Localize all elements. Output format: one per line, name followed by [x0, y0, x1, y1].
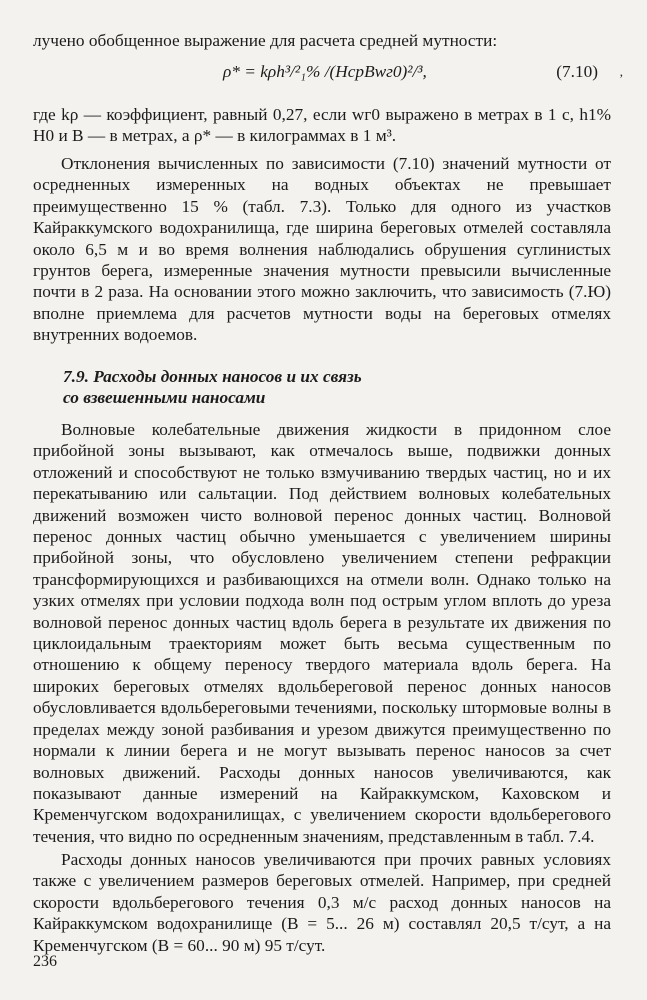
formula-expression: ρ* = kρh³/²₁% /(HсрBwг0)²/³, — [223, 62, 427, 81]
section-heading-line-1: 7.9. Расходы донных наносов и их связь — [63, 367, 362, 386]
section-heading — [63, 366, 583, 409]
where-paragraph: где kρ — коэффициент, равный 0,27, если wг0 выражено в метрах в 1 с, h1% H0 и B — в метрах, а ρ* — в килограммах в 1 м³. — [33, 105, 611, 146]
section-heading-line-2: со взвешенными наносами — [63, 388, 266, 408]
continuation-line: лучено обобщенное выражение для расчета средней мутности: — [33, 31, 498, 50]
margin-mark: , — [619, 64, 623, 79]
paragraph-waves: Волновые колебательные движения жидкости в придонном слое прибойной зоны вызывают, как отмечалось выше, подвижки донных отложений и способствуют не только взмучиванию твердых частиц, но и их перекатыванию или сальтации. Под действием волновых колебательных движений возможен чисто волновой перенос донных частиц. Волновой перенос донных частиц обычно уменьшается с увеличением ширины прибойной зоны, что обусловлено увеличением степени рефракции трансформирующихся и разбивающихся на отмели волн. Однако только на узких отмелях при условии подхода волн под острым углом вплоть до уреза волновой перенос донных частиц вдоль берега в результате их движения по циклоидальным траекториям может быть весьма существенным по отношению к общему переносу твердого материала вдоль берега. На широких береговых отмелях вдольбереговой перенос донных наносов обусловливается вдольбереговыми течениями, поскольку штормовые волны в пределах между зоной разбивания и урезом движутся преимущественно по нормали к линии берега и не могут вызывать перенос наносов за счет волновых движений. Расходы донных наносов увеличиваются, как показывают данные измерений на Кайраккумском, Каховском и Кременчугском водохранилищах, с увеличением скорости вдольберегового течения, что видно по осредненным значениям, представленным в табл. 7.4. — [33, 420, 611, 846]
page-number: 236 — [33, 953, 57, 970]
paragraph-discharge: Расходы донных наносов увеличиваются при прочих равных условиях также с увеличением размеров береговых отмелей. Например, при средней скорости вдольберегового течения 0,3 м/с расход донных наносов на Кайраккумском водохранилище (B = 5... 26 м) составлял 20,5 т/сут, а на Кременчугском (B = 60... 90 м) 95 т/сут. — [33, 850, 611, 955]
paragraph-deviation: Отклонения вычисленных по зависимости (7.10) значений мутности от осредненных измеренных на водных объектах не превышает преимущественно 15 % (табл. 7.3). Только для одного из участков Кайраккумского водохранилища, где ширина береговых отмелей составляла около 6,5 м и во время волнения наблюдались обрушения суглинистых грунтов берега, измеренные значения мутности превысили вычисленные почти в 2 раза. На основании этого можно заключить, что зависимость (7.Ю) вполне приемлема для расчетов мутности воды на береговых отмелях внутренних водоемов. — [33, 154, 611, 345]
formula-number: (7.10) — [556, 62, 598, 81]
formula-7-10 — [33, 60, 623, 86]
